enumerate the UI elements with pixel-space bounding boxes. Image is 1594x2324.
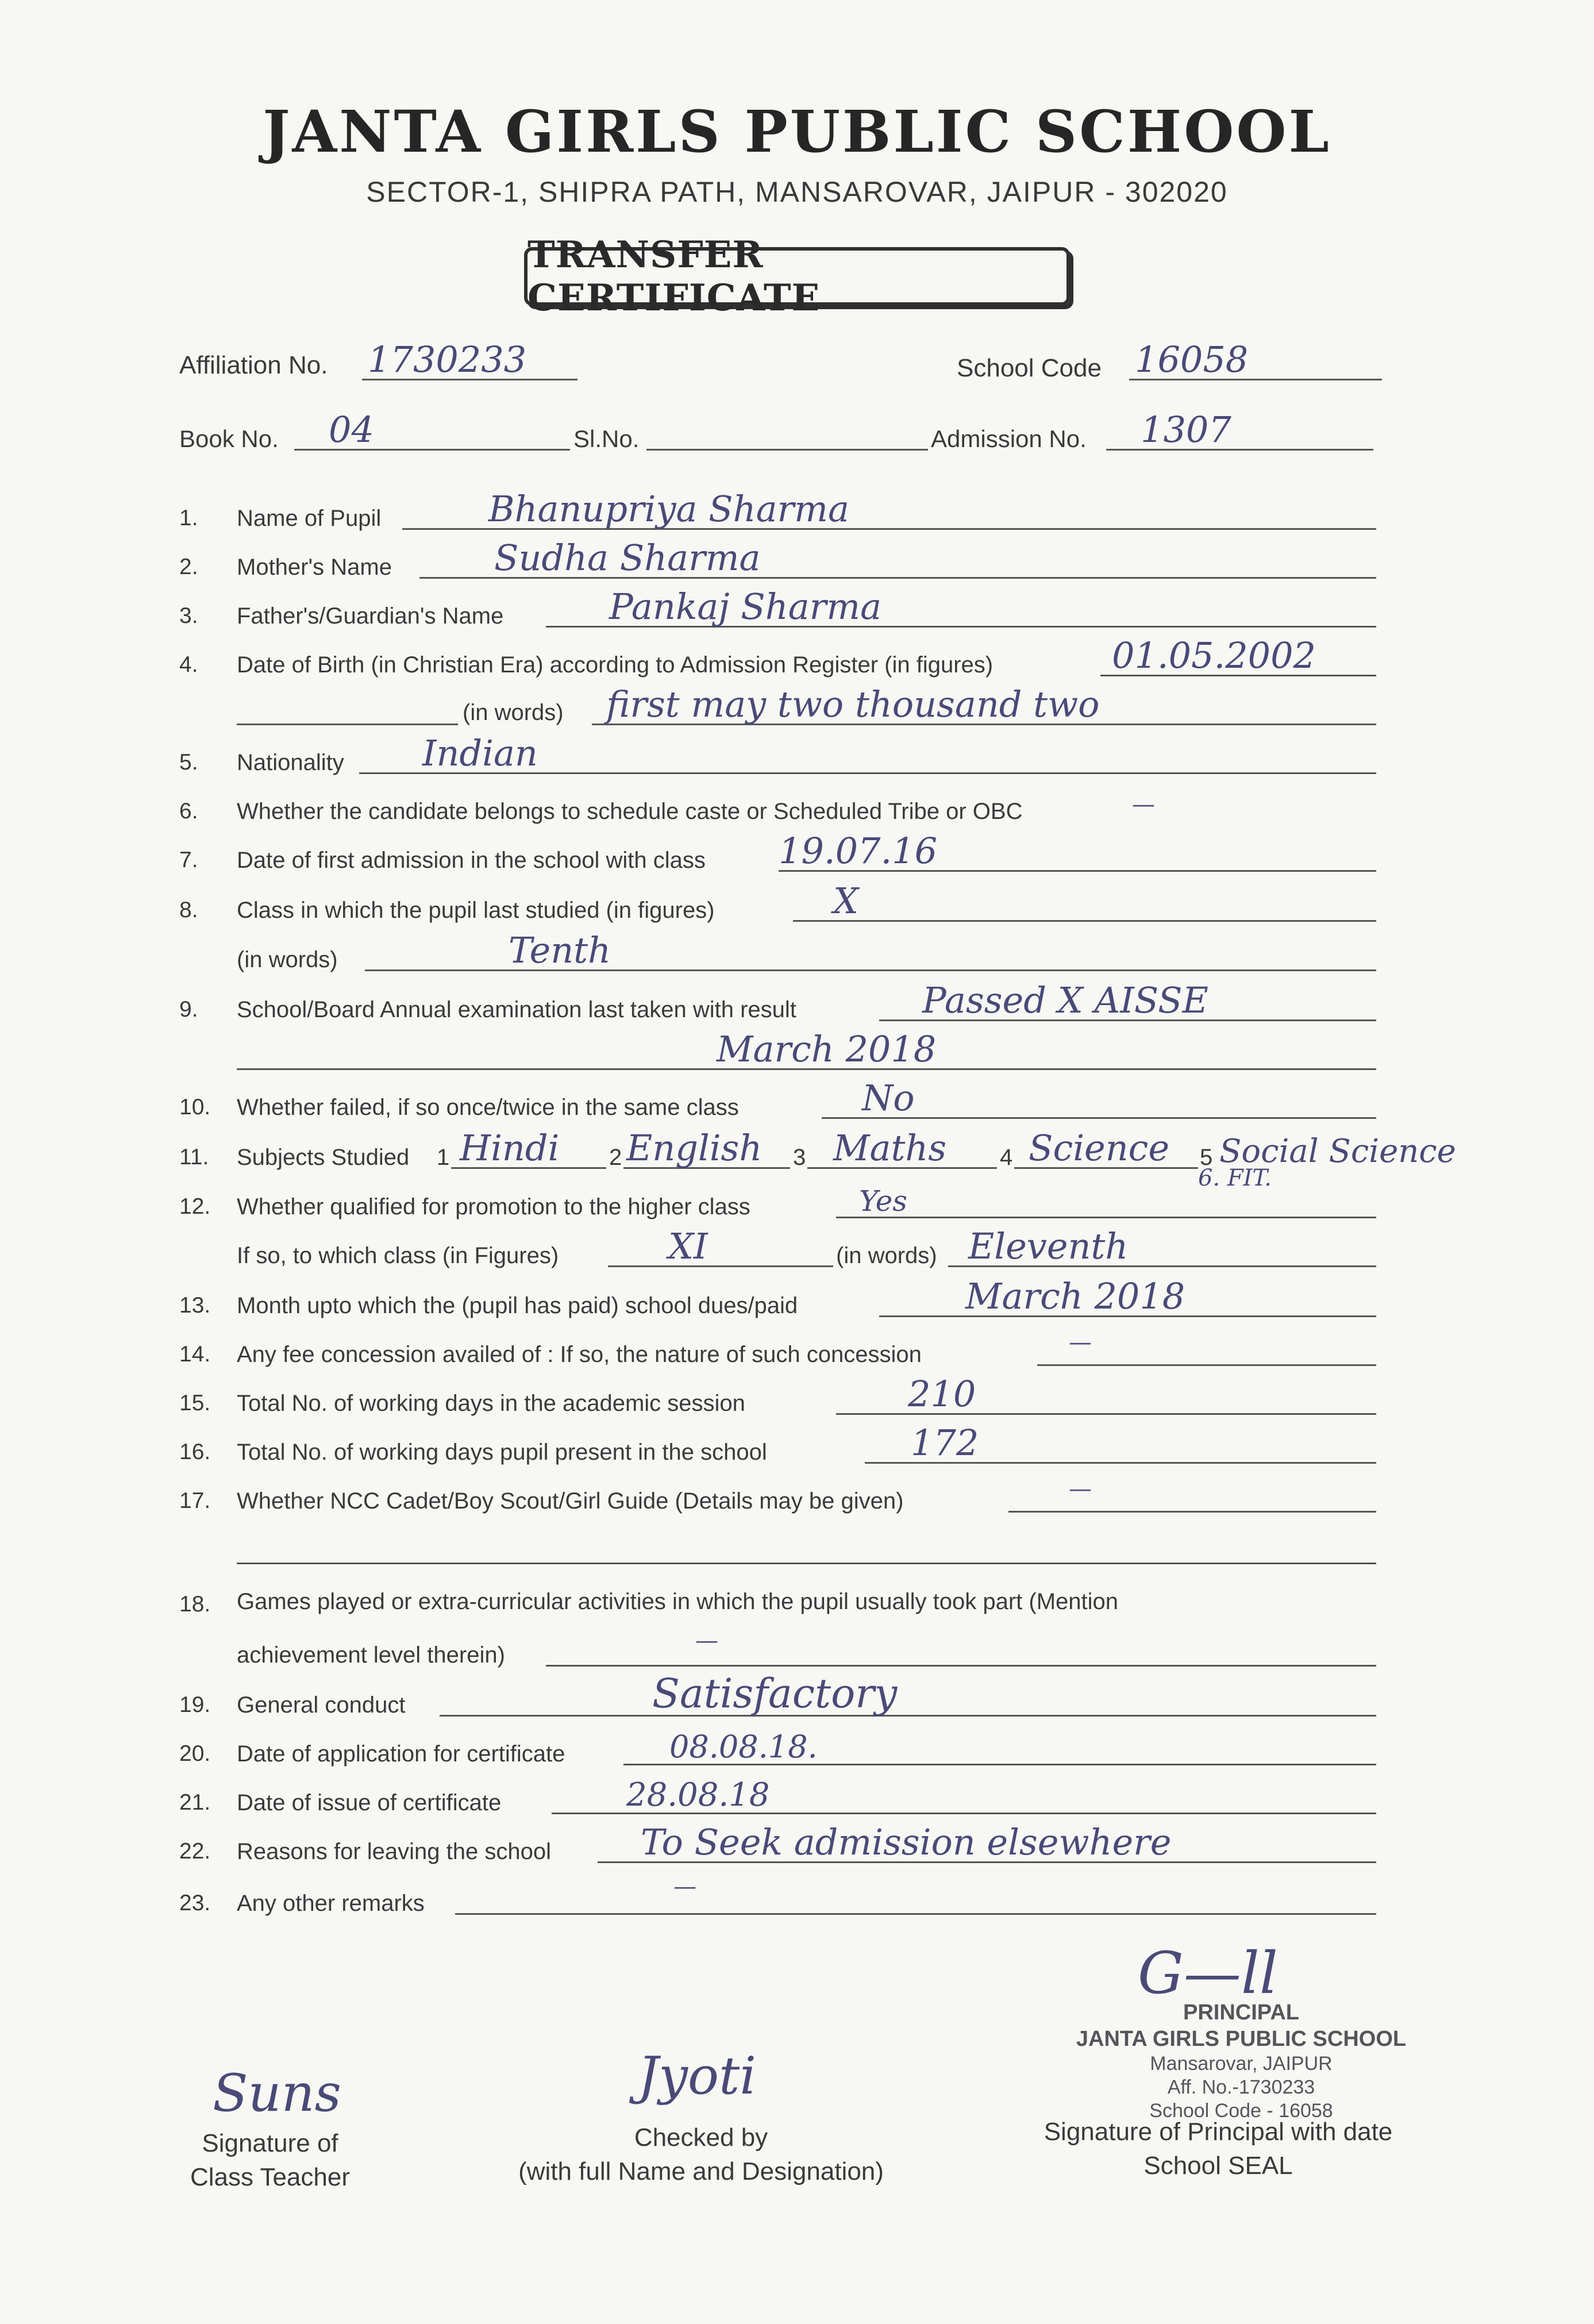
field-label: Subjects Studied (237, 1145, 410, 1170)
ncc-value: — (1069, 1476, 1092, 1502)
remarks-field (455, 1873, 1376, 1915)
field-label: Whether NCC Cadet/Boy Scout/Girl Guide (Details may be given) (237, 1488, 904, 1514)
signature-label: Checked by (634, 2123, 768, 2152)
class-teacher-signature-block (155, 2126, 385, 2195)
dob-figures-value: 01.05.2002 (1112, 634, 1316, 676)
first-admission-field (779, 830, 1376, 872)
certificate-title: TRANSFER CERTIFICATE (524, 247, 1070, 306)
item-number: 3. (179, 603, 198, 628)
subject-field (623, 1127, 790, 1169)
dues-value: March 2018 (965, 1275, 1185, 1317)
issue-date-field (552, 1776, 1376, 1814)
last-class-value: X (833, 880, 859, 922)
field-label: Whether the candidate belongs to schedule caste or Scheduled Tribe or OBC (237, 799, 1023, 824)
field-label: Class in which the pupil last studied (in figures) (237, 898, 715, 923)
item-number: 9. (179, 997, 198, 1022)
field-label: Whether failed, if so once/twice in the same class (237, 1095, 739, 1120)
exam-result-value: Passed X AISSE (922, 979, 1208, 1021)
item-number: 7. (179, 848, 198, 872)
subject-number: 1 (437, 1145, 450, 1170)
next-class-words-field (948, 1225, 1376, 1267)
father-name-field (546, 586, 1376, 628)
exam-result-line-2 (237, 1028, 1376, 1070)
item-number: 23. (179, 1891, 211, 1915)
subject-number: 5 (1200, 1145, 1213, 1170)
field-label: Date of issue of certificate (237, 1790, 502, 1815)
subject-number: 3 (793, 1145, 806, 1170)
subject-value: Maths (833, 1127, 947, 1169)
leaving-reason-value: To Seek admission elsewhere (641, 1821, 1172, 1863)
subject-field (1014, 1127, 1198, 1169)
field-label: Name of Pupil (237, 506, 382, 531)
category-value: — (1132, 791, 1155, 818)
field-label: General conduct (237, 1692, 406, 1718)
item-number: 19. (179, 1692, 211, 1717)
issue-date-value: 28.08.18 (626, 1776, 770, 1814)
sl-field (646, 415, 928, 451)
father-name-value: Pankaj Sharma (609, 586, 882, 628)
field-label: (in words) (836, 1243, 937, 1268)
dob-figures-field (1100, 634, 1376, 676)
concession-field (1037, 1330, 1376, 1366)
item-number: 14. (179, 1342, 211, 1367)
pupil-name-value: Bhanupriya Sharma (488, 488, 849, 530)
item-number: 22. (179, 1839, 211, 1864)
field-label: Date of first admission in the school with class (237, 848, 706, 873)
school-name: JANTA GIRLS PUBLIC SCHOOL (263, 98, 1331, 166)
school-code-field (1129, 338, 1382, 380)
promotion-field (836, 1183, 1376, 1218)
field-label: If so, to which class (in Figures) (237, 1243, 559, 1268)
item-number: 6. (179, 799, 198, 824)
field-label: Whether qualified for promotion to the higher class (237, 1194, 750, 1219)
item-number: 18. (179, 1592, 211, 1617)
admission-value: 1307 (1141, 409, 1231, 451)
seal-line: School Code - 16058 (1149, 2099, 1333, 2122)
checked-by-block (494, 2121, 908, 2189)
dues-field (879, 1275, 1376, 1317)
item-number: 12. (179, 1194, 211, 1219)
book-field (294, 409, 570, 451)
field-label: Nationality (237, 750, 344, 775)
field-label: Month upto which the (pupil has paid) school dues/paid (237, 1293, 798, 1318)
field-label: Total No. of working days in the academic session (237, 1391, 745, 1416)
field-label: achievement level therein) (237, 1642, 505, 1668)
field-label: Any other remarks (237, 1891, 425, 1916)
signature-label: (with full Name and Designation) (518, 2157, 884, 2186)
days-present-value: 172 (911, 1422, 979, 1464)
seal-line: PRINCIPAL (1183, 2000, 1299, 2025)
mother-name-field (419, 537, 1376, 579)
item-number: 21. (179, 1790, 211, 1815)
first-admission-value: 19.07.16 (779, 830, 938, 872)
item-number: 13. (179, 1293, 211, 1318)
conduct-field (440, 1670, 1376, 1717)
affiliation-label: Affiliation No. (179, 351, 328, 379)
last-class-words-field (365, 929, 1376, 971)
subject-number: 2 (609, 1145, 622, 1170)
subject-extra-value: 6. FIT. (1198, 1165, 1272, 1191)
school-code-value: 16058 (1135, 338, 1249, 380)
item-number: 1. (179, 506, 198, 530)
working-days-field (836, 1373, 1376, 1415)
ncc-field (1008, 1477, 1376, 1513)
class-teacher-signature: Suns (213, 2063, 341, 2123)
signature-label: Signature of Principal with date (1044, 2118, 1393, 2146)
seal-line: Mansarovar, JAIPUR (1150, 2053, 1333, 2075)
affiliation-field (362, 338, 577, 380)
pupil-name-field (402, 488, 1376, 530)
failed-value: No (862, 1077, 915, 1119)
failed-field (822, 1077, 1376, 1119)
concession-value: — (1069, 1329, 1092, 1356)
school-address: SECTOR-1, SHIPRA PATH, MANSAROVAR, JAIPUR - 302020 (366, 176, 1228, 208)
school-code-label: School Code (957, 354, 1102, 382)
days-present-field (865, 1422, 1376, 1464)
subject-value: Hindi (460, 1127, 560, 1169)
book-value: 04 (329, 409, 374, 451)
application-date-value: 08.08.18. (669, 1729, 818, 1765)
next-class-words-value: Eleventh (968, 1225, 1129, 1267)
field-label: Total No. of working days pupil present in the school (237, 1440, 767, 1465)
principal-signature: G—ll (1138, 1940, 1278, 2007)
subject-value: Science (1029, 1127, 1170, 1169)
next-class-field (608, 1225, 833, 1267)
dob-words-field (592, 683, 1376, 725)
item-number: 17. (179, 1488, 211, 1513)
ncc-line-2 (237, 1529, 1376, 1564)
field-label: Date of Birth (in Christian Era) according to Admission Register (in figures) (237, 652, 994, 678)
application-date-field (623, 1730, 1376, 1765)
subject-value: English (626, 1127, 763, 1169)
subject-field (1214, 1133, 1456, 1170)
dob-words-value: first may two thousand two (606, 683, 1100, 725)
book-label: Book No. (179, 425, 279, 452)
signature-label: Signature of (202, 2129, 338, 2157)
field-label: Games played or extra-curricular activities in which the pupil usually took part (Mention (237, 1589, 1119, 1614)
item-number: 11. (179, 1145, 209, 1169)
item-number: 8. (179, 898, 198, 922)
last-class-field (793, 880, 1376, 922)
admission-field (1106, 409, 1373, 451)
item-number: 20. (179, 1741, 211, 1766)
conduct-value: Satisfactory (652, 1670, 898, 1717)
checked-by-signature: Jyoti (638, 2046, 757, 2106)
dob-words-lead-line (237, 690, 458, 725)
subject-number: 4 (1000, 1145, 1013, 1170)
field-label: Mother's Name (237, 555, 392, 580)
leaving-reason-field (598, 1821, 1376, 1863)
field-label: School/Board Annual examination last taken with result (237, 997, 796, 1022)
subject-field (451, 1127, 606, 1169)
item-number: 16. (179, 1440, 211, 1464)
item-number: 15. (179, 1391, 211, 1415)
promotion-value: Yes (859, 1184, 907, 1218)
working-days-value: 210 (908, 1373, 976, 1415)
affiliation-value: 1730233 (368, 338, 527, 380)
signature-label: Class Teacher (190, 2163, 350, 2192)
item-number: 2. (179, 555, 198, 579)
field-label: (in words) (463, 700, 564, 725)
nationality-field (359, 732, 1376, 774)
field-label: Any fee concession availed of : If so, the nature of such concession (237, 1342, 922, 1367)
activities-field (546, 1627, 1376, 1667)
seal-line: Aff. No.-1730233 (1167, 2076, 1315, 2098)
next-class-value: XI (668, 1225, 708, 1267)
last-class-words-value: Tenth (509, 929, 611, 971)
signature-label: School SEAL (1143, 2152, 1293, 2180)
field-label: Father's/Guardian's Name (237, 603, 504, 629)
school-seal-stamp (1057, 2000, 1425, 2123)
seal-line: JANTA GIRLS PUBLIC SCHOOL (1076, 2026, 1407, 2051)
principal-signature-block (1011, 2115, 1425, 2183)
admission-label: Admission No. (931, 425, 1087, 452)
field-label: Reasons for leaving the school (237, 1839, 551, 1864)
remarks-value: — (673, 1873, 696, 1900)
exam-result-field (879, 979, 1376, 1021)
item-number: 10. (179, 1095, 211, 1119)
field-label: (in words) (237, 947, 338, 972)
mother-name-value: Sudha Sharma (494, 537, 761, 579)
item-number: 4. (179, 652, 198, 677)
item-number: 5. (179, 750, 198, 775)
subject-value: Social Science (1219, 1133, 1456, 1170)
subject-field (807, 1127, 997, 1169)
exam-result-value-2: March 2018 (717, 1028, 937, 1070)
nationality-value: Indian (422, 732, 538, 774)
sl-label: Sl.No. (573, 425, 640, 452)
activities-value: — (695, 1627, 718, 1654)
field-label: Date of application for certificate (237, 1741, 565, 1767)
